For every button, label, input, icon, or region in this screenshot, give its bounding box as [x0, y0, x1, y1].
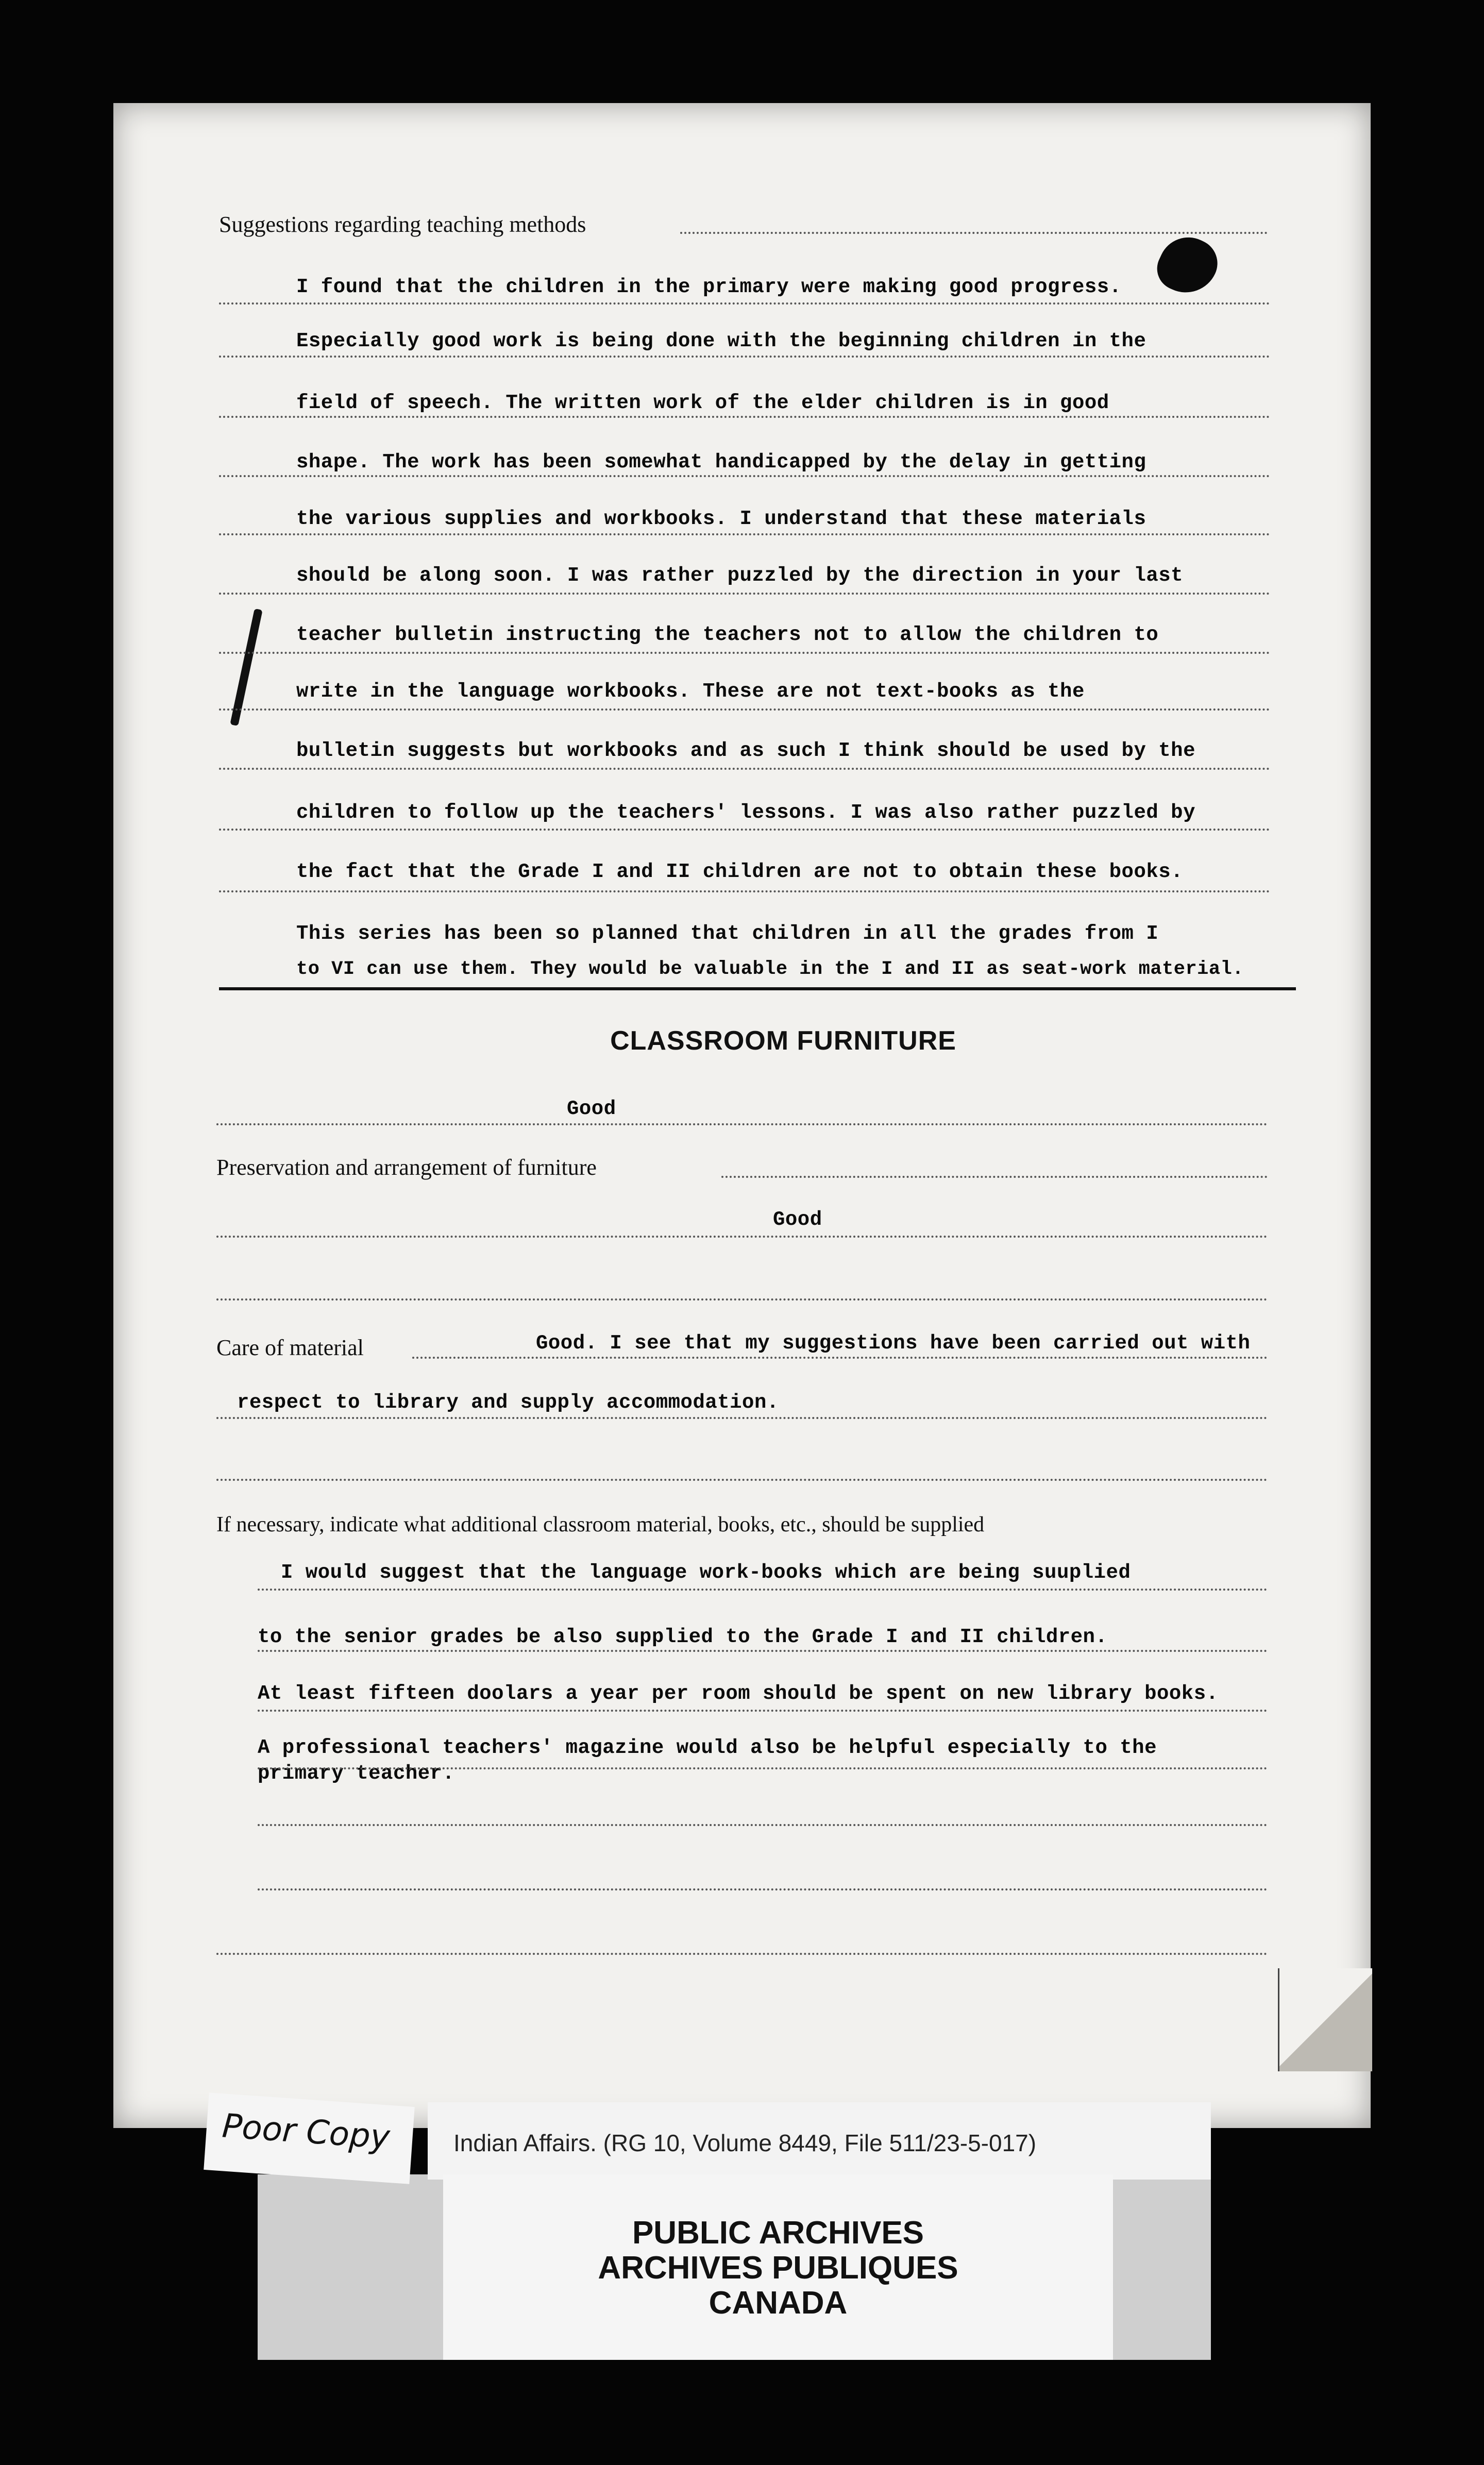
dotted-line — [680, 232, 1268, 234]
archives-line-2: ARCHIVES PUBLIQUES — [598, 2250, 958, 2286]
dotted-line — [219, 302, 1270, 305]
care-value: Good. I see that my suggestions have been carried out with — [536, 1332, 1251, 1355]
suggestion-line-9: bulletin suggests but workbooks and as such I think should be used by the — [296, 739, 1195, 762]
suggestion-line-1: I found that the children in the primary were making good progress. — [296, 276, 1122, 298]
dotted-line — [216, 1236, 1268, 1238]
dotted-line — [258, 1650, 1268, 1652]
suggestion-line-11: the fact that the Grade I and II children are not to obtain these books. — [296, 860, 1184, 883]
dotted-line — [219, 890, 1270, 892]
page-corner-curl — [1278, 1968, 1372, 2071]
dotted-line — [219, 829, 1270, 831]
archive-reference: Indian Affairs. (RG 10, Volume 8449, File 511/23-5-017) — [453, 2130, 1037, 2156]
dotted-line — [216, 1953, 1268, 1955]
dotted-line — [219, 593, 1270, 595]
dotted-line — [721, 1176, 1268, 1178]
dotted-line — [258, 1710, 1268, 1712]
archives-line-1: PUBLIC ARCHIVES — [632, 2215, 924, 2251]
preservation-value: Good — [773, 1208, 822, 1231]
reference-slip — [428, 2102, 1211, 2180]
suggestion-line-12: This series has been so planned that children in all the grades from I — [296, 922, 1159, 945]
suggestion-line-6: should be along soon. I was rather puzzled by the direction in your last — [296, 564, 1184, 587]
underline-rule — [219, 987, 1296, 990]
dotted-line — [219, 652, 1270, 654]
dotted-line — [258, 1824, 1268, 1826]
additional-line-4: A professional teachers' magazine would also be helpful especially to the — [258, 1736, 1157, 1759]
furniture-value: Good — [567, 1098, 616, 1120]
dotted-line — [412, 1357, 1268, 1359]
additional-material-label: If necessary, indicate what additional classroom material, books, etc., should be supplied — [216, 1513, 985, 1537]
dotted-line — [216, 1417, 1268, 1419]
suggestions-label: Suggestions regarding teaching methods — [219, 212, 586, 237]
dotted-line — [219, 708, 1270, 711]
dotted-line — [216, 1298, 1268, 1301]
care-label: Care of material — [216, 1335, 364, 1360]
additional-line-2: to the senior grades be also supplied to the Grade I and II children. — [258, 1626, 1108, 1648]
suggestion-line-4: shape. The work has been somewhat handicapped by the delay in getting — [296, 451, 1146, 474]
dotted-line — [258, 1888, 1268, 1890]
additional-line-3: At least fifteen doolars a year per room should be spent on new library books. — [258, 1682, 1219, 1705]
dotted-line — [216, 1479, 1268, 1481]
dotted-line — [219, 533, 1270, 535]
dotted-line — [258, 1767, 1268, 1769]
suggestion-line-2: Especially good work is being done with the beginning children in the — [296, 330, 1146, 352]
additional-line-5: primary teacher. — [258, 1762, 455, 1785]
dotted-line — [219, 416, 1270, 418]
archives-line-3: CANADA — [709, 2285, 848, 2321]
suggestion-line-8: write in the language workbooks. These are not text-books as the — [296, 680, 1085, 703]
dotted-line — [216, 1123, 1268, 1125]
suggestion-line-10: children to follow up the teachers' lessons. I was also rather puzzled by — [296, 801, 1195, 824]
dotted-line — [219, 356, 1270, 358]
poor-copy-tag — [204, 2092, 414, 2184]
preservation-label: Preservation and arrangement of furniture — [216, 1155, 597, 1180]
suggestion-line-5: the various supplies and workbooks. I understand that these materials — [296, 508, 1146, 530]
dotted-line — [219, 475, 1270, 477]
suggestion-line-3: field of speech. The written work of the elder children is in good — [296, 392, 1109, 414]
care-value-2: respect to library and supply accommodation. — [237, 1391, 779, 1414]
suggestion-line-7: teacher bulletin instructing the teachers not to allow the children to — [296, 623, 1159, 646]
suggestion-line-13: to VI can use them. They would be valuable in the I and II as seat-work material. — [296, 958, 1244, 980]
dotted-line — [258, 1589, 1268, 1591]
archives-stamp — [443, 2174, 1113, 2360]
dotted-line — [219, 768, 1270, 770]
classroom-furniture-heading: CLASSROOM FURNITURE — [610, 1026, 956, 1056]
poor-copy-text: Poor Copy — [221, 2107, 391, 2157]
additional-line-1: I would suggest that the language work-books which are being suuplied — [281, 1561, 1131, 1584]
